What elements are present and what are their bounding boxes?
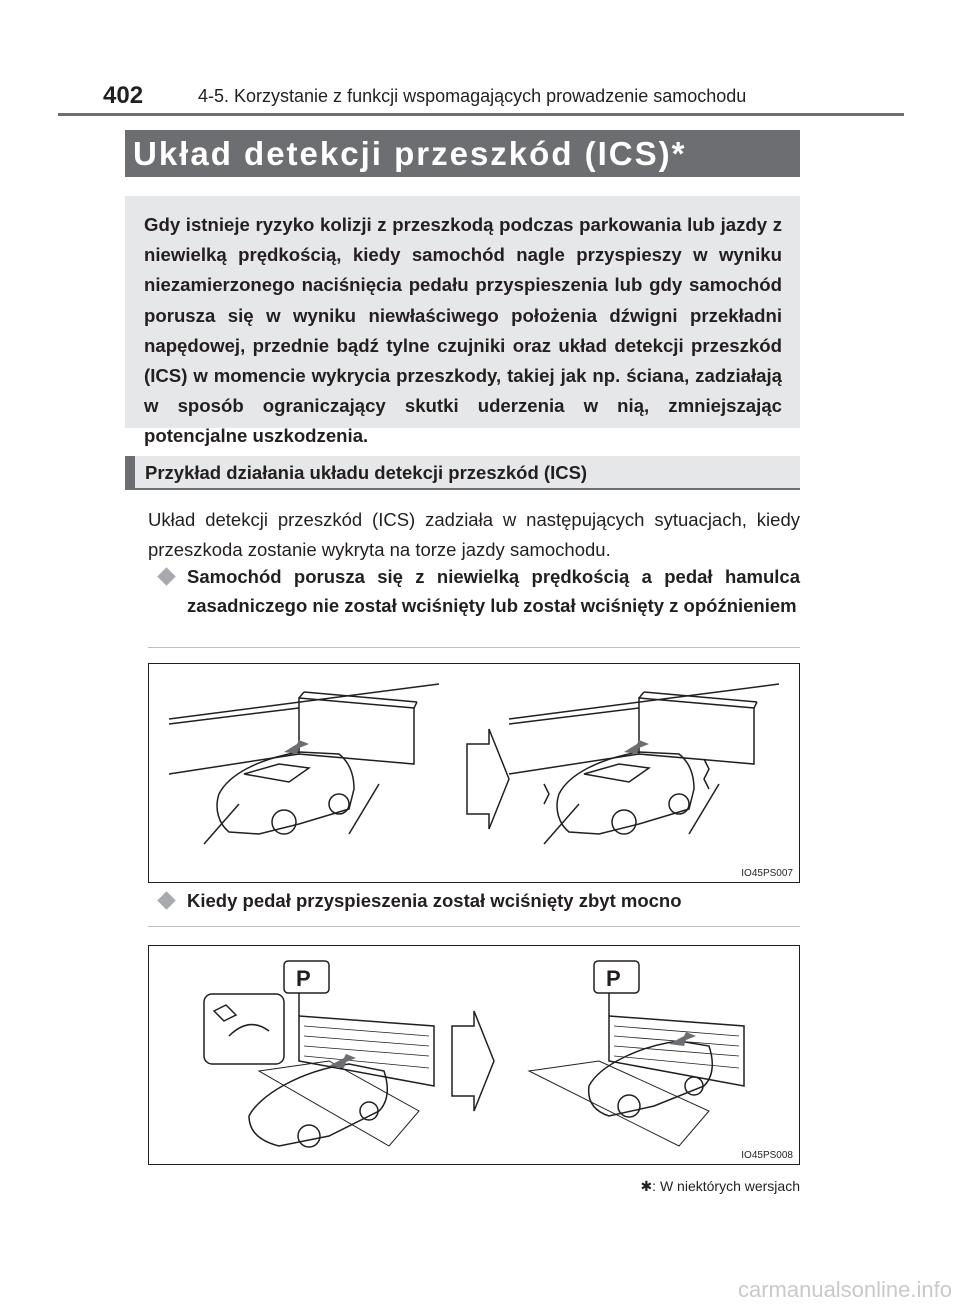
figure-parking-lot bbox=[148, 945, 800, 1165]
page-number: 402 bbox=[103, 82, 144, 109]
footnote: ✱: W niektórych wersjach bbox=[640, 1178, 800, 1194]
case-item-2 bbox=[160, 886, 800, 915]
figure-code: IO45PS007 bbox=[741, 868, 793, 879]
watermark: carmanualsonline.info bbox=[737, 1277, 952, 1302]
page-title: Układ detekcji przeszkód (ICS)* bbox=[125, 130, 800, 177]
divider bbox=[148, 926, 800, 927]
chapter-title: 4-5. Korzystanie z funkcji wspomagających prowadzenie samochodu bbox=[198, 86, 747, 106]
section-heading: Przykład działania układu detekcji przeszkód (ICS) bbox=[125, 456, 800, 490]
header-divider bbox=[58, 113, 904, 116]
parking-lot-illustration bbox=[149, 946, 799, 1164]
figure-code: IO45PS008 bbox=[741, 1150, 793, 1161]
case-text-1: Samochód porusza się z niewielką prędkością a pedał hamulca zasadniczego nie został wciśnięty lub został wciśnięty z opóźnieniem bbox=[187, 566, 800, 616]
case-text-2: Kiedy pedał przyspieszenia został wciśnięty zbyt mocno bbox=[187, 890, 682, 911]
svg-text:P: P bbox=[296, 966, 311, 991]
svg-text:P: P bbox=[606, 966, 621, 991]
car-approaching-wall-illustration bbox=[149, 664, 799, 882]
intro-text: Gdy istnieje ryzyko kolizji z przeszkodą podczas parkowania lub jazdy z niewielką prędkością, kiedy samochód nagle przyspieszy w wyniku niezamierzonego naciśnięcia pedału przyspieszenia lub gdy samochód porusza się w wyniku niewłaściwego położenia dźwigni przekładni napędowej, przednie bądź tylne czujniki oraz układ detekcji przeszkód (ICS) w momencie wykrycia przeszkody, takiej jak np. ściana, zadziałają w sposób ograniczający skutki uderzenia w nią, zmniejszając potencjalne uszkodzenia. bbox=[144, 214, 782, 447]
intro-box bbox=[125, 196, 800, 447]
divider bbox=[148, 647, 800, 648]
figure-car-wall bbox=[148, 663, 800, 883]
section-body: Układ detekcji przeszkód (ICS) zadziała w następujących sytuacjach, kiedy przeszkoda zostanie wykryta na torze jazdy samochodu. bbox=[148, 509, 800, 560]
case-item-1 bbox=[160, 562, 800, 620]
